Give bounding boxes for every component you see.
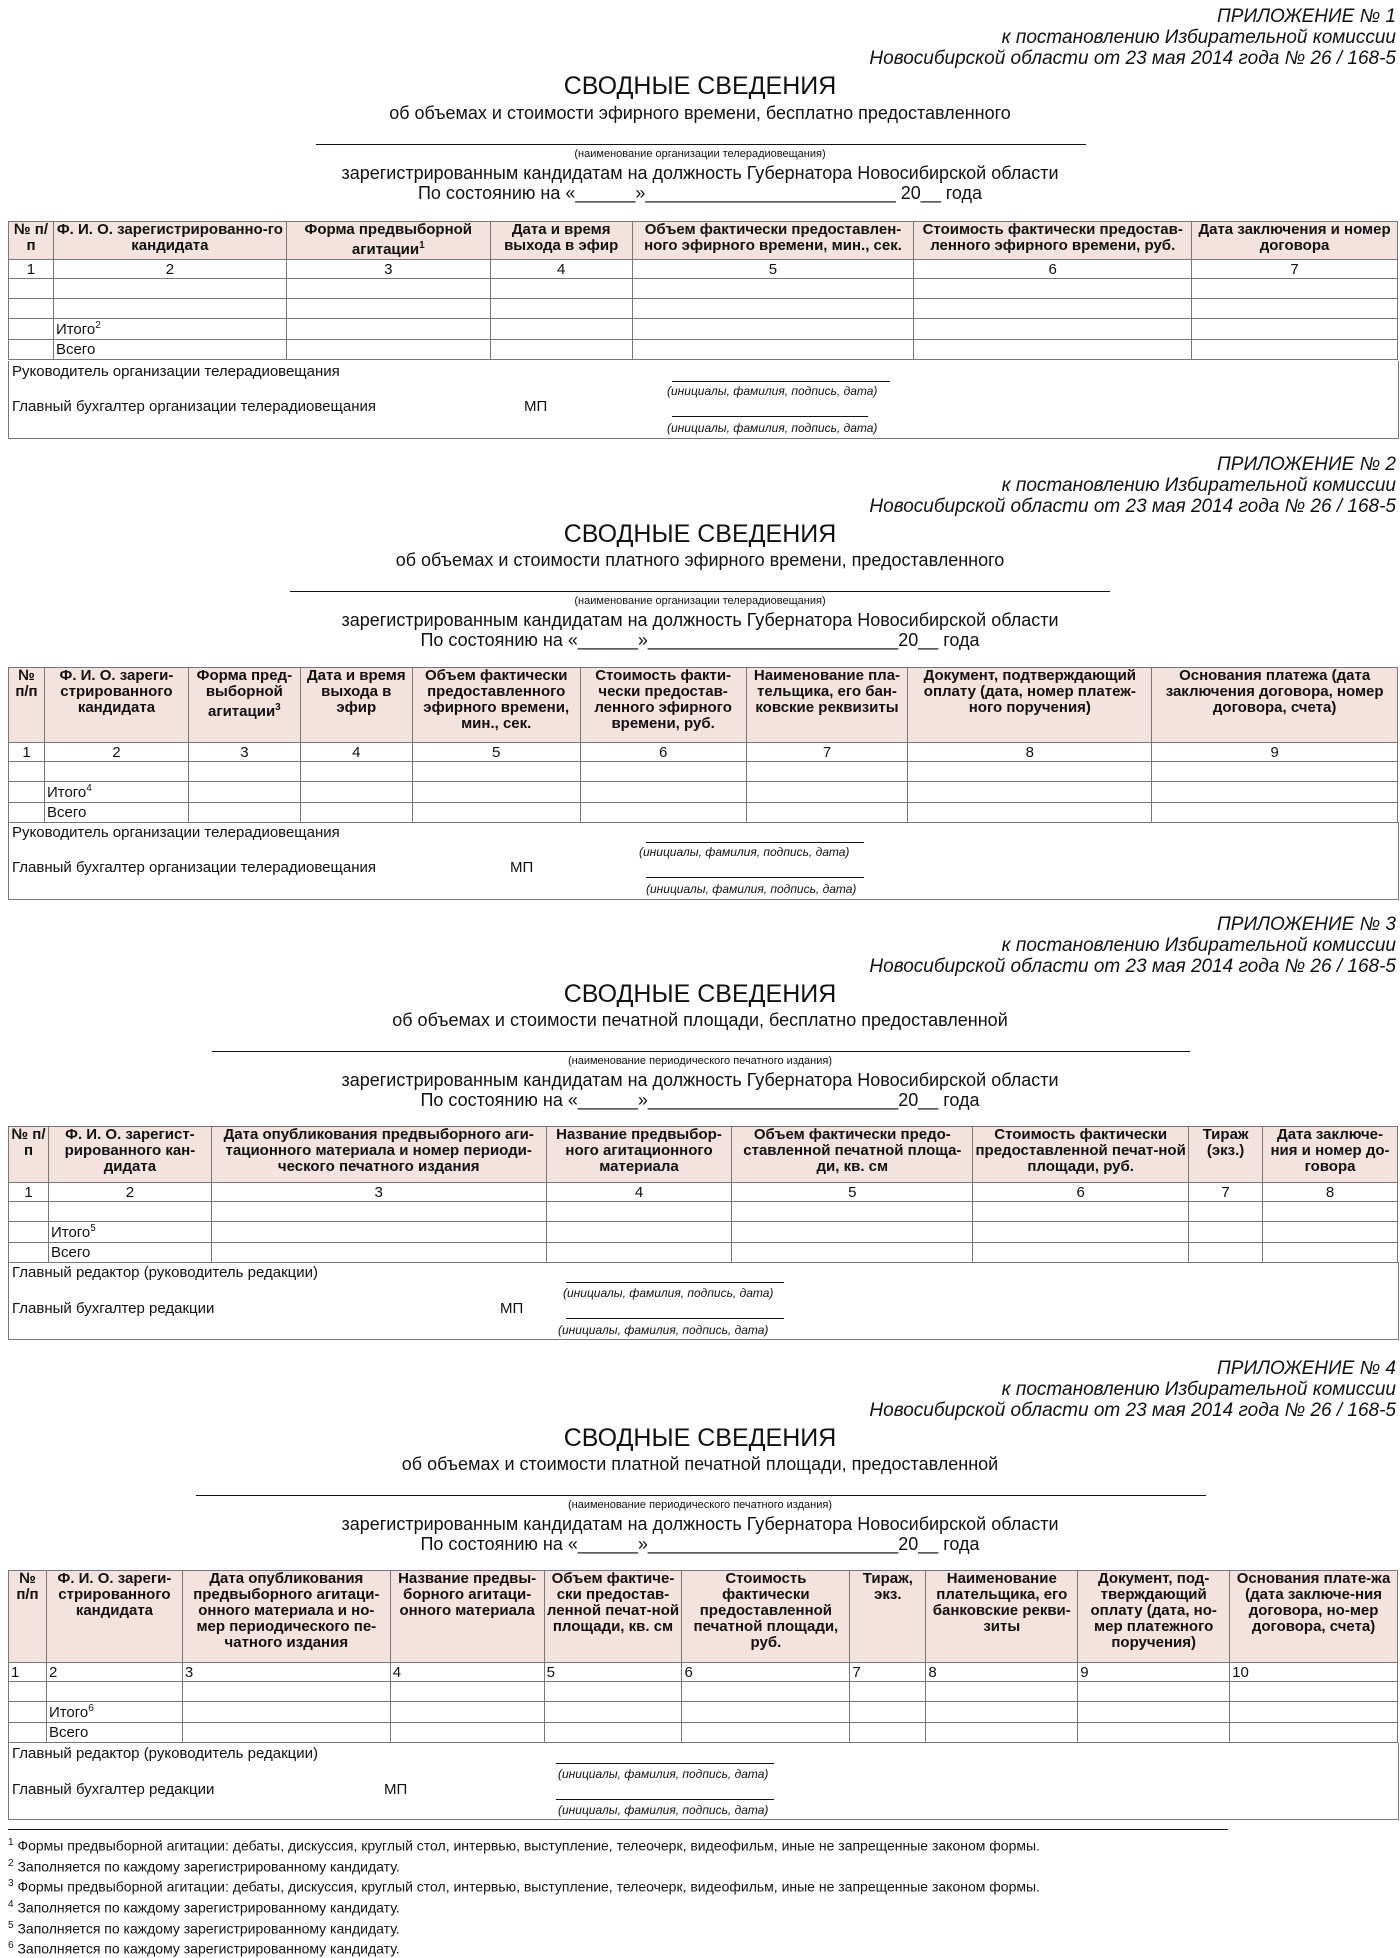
column-header: Ф. И. О. зарегист-рированного кан-дидата xyxy=(48,1127,211,1183)
candidates-line: зарегистрированным кандидатам на должность Губернатора Новосибирской области xyxy=(341,1514,1059,1534)
report-table xyxy=(8,1126,1398,1263)
appendix-ref: к постановлению Избирательной комиссии xyxy=(1001,475,1396,496)
column-header: Стоимость фактически предостав-ленного эфирного времени, руб. xyxy=(914,222,1192,260)
signature-caption: (инициалы, фамилия, подпись, дата) xyxy=(563,1286,774,1300)
org-name-line xyxy=(196,1495,1206,1496)
footnote-ref: 3 xyxy=(275,702,281,713)
vsego-row xyxy=(9,340,1398,360)
head-signatory-label: Руководитель организации телерадиовещания xyxy=(12,824,340,841)
appendix-header xyxy=(869,454,1396,517)
column-header: Тираж (экз.) xyxy=(1189,1127,1263,1183)
editor-signatory-label: Главный редактор (руководитель редакции) xyxy=(12,1264,319,1281)
org-name-line xyxy=(316,144,1086,145)
column-header: Стоимость факти-чески предостав-ленного эфирного времени, руб. xyxy=(580,668,746,743)
column-number: 3 xyxy=(286,260,490,279)
signature-line xyxy=(646,877,864,878)
table-row xyxy=(9,1682,1398,1702)
date-line: По состоянию на «______»_________________________20__ года xyxy=(420,1090,980,1110)
column-number: 3 xyxy=(188,743,300,762)
column-header: Стоимость фактически предоставленной печат-ной площади, руб. xyxy=(973,1127,1189,1183)
column-number: 7 xyxy=(746,743,908,762)
stamp-place-label: МП xyxy=(500,1300,524,1317)
appendix-1 xyxy=(0,0,1400,440)
footnote: $^3$ Формы предвыборной агитации: дебаты, дискуссия, круглый стол, интервью, выступление, телеочерк, видеофильм, иные не запрещенные законом формы. xyxy=(8,1878,1040,1895)
column-header: Наименование плательщика, его банковские рекви-зиты xyxy=(926,1571,1078,1663)
appendix-number: ПРИЛОЖЕНИЕ № 3 xyxy=(1217,914,1396,935)
vsego-row xyxy=(9,1723,1398,1743)
appendix-ref-date: Новосибирской области от 23 мая 2014 года № 26 / 168-5 xyxy=(869,48,1396,69)
appendix-ref: к постановлению Избирательной комиссии xyxy=(1001,27,1396,48)
appendix-header xyxy=(869,6,1396,69)
itogo-row xyxy=(9,319,1398,340)
column-number: 2 xyxy=(46,1663,182,1682)
footnote-ref: 6 xyxy=(88,1703,94,1714)
column-header: Название предвыбор-ного агитационного материала xyxy=(546,1127,732,1183)
column-header: Тираж, экз. xyxy=(850,1571,926,1663)
column-number: 7 xyxy=(850,1663,926,1682)
appendix-header xyxy=(869,1358,1396,1421)
column-number: 4 xyxy=(390,1663,544,1682)
candidates-line: зарегистрированным кандидатам на должность Губернатора Новосибирской области xyxy=(341,163,1059,183)
column-header: Основания платежа (дата заключения договора, номер договора, счета) xyxy=(1152,668,1398,743)
accountant-signatory-label: Главный бухгалтер организации телерадиовещания xyxy=(12,859,376,876)
column-header: Форма пред-выборной агитации$^3$ xyxy=(188,668,300,743)
table-row xyxy=(9,1202,1398,1222)
signature-line xyxy=(566,1282,784,1283)
appendix-number: ПРИЛОЖЕНИЕ № 4 xyxy=(1217,1358,1396,1379)
signature-caption: (инициалы, фамилия, подпись, дата) xyxy=(639,845,850,859)
column-header: Название предвы-борного агитаци-онного материала xyxy=(390,1571,544,1663)
appendix-ref: к постановлению Избирательной комиссии xyxy=(1001,1379,1396,1400)
column-number: 1 xyxy=(9,1183,49,1202)
footnote: $^4$ Заполняется по каждому зарегистрированному кандидату. xyxy=(8,1898,400,1916)
column-header: Ф. И. О. зареги-стрированного кандидата xyxy=(44,668,188,743)
column-header: Ф. И. О. зареги-стрированного кандидата xyxy=(46,1571,182,1663)
appendix-ref-date: Новосибирской области от 23 мая 2014 года № 26 / 168-5 xyxy=(869,496,1396,517)
footnote-ref: 2 xyxy=(95,320,101,331)
signature-caption: (инициалы, фамилия, подпись, дата) xyxy=(558,1803,769,1817)
appendix-4 xyxy=(0,1356,1400,1817)
table-header-row xyxy=(9,1571,1398,1663)
table-row xyxy=(9,762,1398,782)
column-number: 1 xyxy=(9,260,54,279)
column-header: Стоимость фактически предоставленной печатной площади, руб. xyxy=(682,1571,850,1663)
column-number: 5 xyxy=(632,260,914,279)
itogo-label: Итого xyxy=(50,1224,91,1241)
accountant-signatory-label: Главный бухгалтер редакции xyxy=(12,1781,215,1798)
footnote: $^6$ Заполняется по каждому зарегистрированному кандидату. xyxy=(8,1940,400,1957)
vsego-label: Всего xyxy=(44,803,188,823)
footnote-ref: 1 xyxy=(419,240,425,251)
column-header: № п/п xyxy=(9,222,54,260)
table-header-row xyxy=(9,222,1398,260)
head-signatory-label: Руководитель организации телерадиовещания xyxy=(12,363,340,380)
column-number-row xyxy=(9,1663,1398,1682)
table-header-row xyxy=(9,668,1398,743)
column-number-row xyxy=(9,260,1398,279)
column-header: Объем фактиче-ски предостав-ленной печат-ной площади, кв. см xyxy=(544,1571,682,1663)
vsego-row xyxy=(9,1243,1398,1263)
footnote: $^5$ Заполняется по каждому зарегистрированному кандидату. xyxy=(8,1919,400,1937)
column-header: № п/п xyxy=(9,1127,49,1183)
form-subtitle: об объемах и стоимости платного эфирного времени, предоставленного xyxy=(395,550,1005,570)
column-number: 2 xyxy=(53,260,286,279)
column-number: 5 xyxy=(412,743,580,762)
column-number: 8 xyxy=(1263,1183,1398,1202)
vsego-row xyxy=(9,803,1398,823)
column-header: № п/п xyxy=(9,1571,47,1663)
org-name-caption: (наименование организации телерадиовещания) xyxy=(574,148,826,160)
org-name-line xyxy=(290,591,1110,592)
appendix-2 xyxy=(0,452,1400,902)
column-number: 6 xyxy=(914,260,1192,279)
table-row xyxy=(9,299,1398,319)
column-number: 10 xyxy=(1230,1663,1398,1682)
vsego-label: Всего xyxy=(48,1243,211,1263)
footnote-ref: 5 xyxy=(90,1223,96,1234)
form-title: СВОДНЫЕ СВЕДЕНИЯ xyxy=(563,980,837,1008)
column-header: Дата заключе-ния и номер до-говора xyxy=(1263,1127,1398,1183)
itogo-row xyxy=(9,1702,1398,1723)
column-number: 2 xyxy=(44,743,188,762)
date-line: По состоянию на «______»_________________________ 20__ года xyxy=(417,183,983,203)
appendix-ref: к постановлению Избирательной комиссии xyxy=(1001,935,1396,956)
footnote: $^1$ Формы предвыборной агитации: дебаты, дискуссия, круглый стол, интервью, выступление, телеочерк, видеофильм, иные не запрещенные законом формы. xyxy=(8,1837,1040,1854)
report-table xyxy=(8,1570,1398,1743)
column-number: 6 xyxy=(682,1663,850,1682)
column-header: Дата заключения и номер договора xyxy=(1192,222,1398,260)
candidates-line: зарегистрированным кандидатам на должность Губернатора Новосибирской области xyxy=(341,610,1059,630)
column-number: 4 xyxy=(546,1183,732,1202)
appendix-number: ПРИЛОЖЕНИЕ № 2 xyxy=(1217,454,1396,475)
column-header: Основания плате-жа (дата заключе-ния договора, но-мер договора, счета) xyxy=(1230,1571,1398,1663)
column-header: Ф. И. О. зарегистрированно-го кандидата xyxy=(53,222,286,260)
signature-line xyxy=(672,381,890,382)
form-title: СВОДНЫЕ СВЕДЕНИЯ xyxy=(563,72,837,100)
signature-caption: (инициалы, фамилия, подпись, дата) xyxy=(558,1323,769,1337)
itogo-row xyxy=(9,782,1398,803)
accountant-signatory-label: Главный бухгалтер редакции xyxy=(12,1300,215,1317)
column-number: 1 xyxy=(9,743,45,762)
signature-caption: (инициалы, фамилия, подпись, дата) xyxy=(558,1767,769,1781)
column-number: 7 xyxy=(1189,1183,1263,1202)
stamp-place-label: МП xyxy=(384,1781,408,1798)
column-number: 8 xyxy=(926,1663,1078,1682)
column-number: 5 xyxy=(732,1183,973,1202)
column-number: 7 xyxy=(1192,260,1398,279)
stamp-place-label: МП xyxy=(524,398,548,415)
column-number: 4 xyxy=(300,743,412,762)
column-number: 6 xyxy=(580,743,746,762)
appendix-header xyxy=(869,914,1396,977)
appendix-ref-date: Новосибирской области от 23 мая 2014 года № 26 / 168-5 xyxy=(869,956,1396,977)
vsego-label: Всего xyxy=(46,1723,182,1743)
signature-line xyxy=(646,842,864,843)
column-number: 9 xyxy=(1078,1663,1230,1682)
signature-line xyxy=(556,1763,774,1764)
form-title: СВОДНЫЕ СВЕДЕНИЯ xyxy=(563,520,837,548)
appendix-3 xyxy=(0,912,1400,1352)
candidates-line: зарегистрированным кандидатам на должность Губернатора Новосибирской области xyxy=(341,1070,1059,1090)
footnote-ref: 4 xyxy=(86,783,92,794)
column-number: 8 xyxy=(908,743,1152,762)
column-header: № п/п xyxy=(9,668,45,743)
column-number: 3 xyxy=(182,1663,390,1682)
signature-caption: (инициалы, фамилия, подпись, дата) xyxy=(667,421,878,435)
signature-caption: (инициалы, фамилия, подпись, дата) xyxy=(667,384,878,398)
column-number: 5 xyxy=(544,1663,682,1682)
column-number-row xyxy=(9,743,1398,762)
table-header-row xyxy=(9,1127,1398,1183)
column-number: 2 xyxy=(48,1183,211,1202)
signature-line xyxy=(672,416,868,417)
signature-line xyxy=(556,1799,774,1800)
column-header: Объем фактически предо-ставленной печатной площа-ди, кв. см xyxy=(732,1127,973,1183)
column-header: Форма предвыборной агитации$^1$ xyxy=(286,222,490,260)
column-header: Документ, под-тверждающий оплату (дата, но-мер платежного поручения) xyxy=(1078,1571,1230,1663)
column-number-row xyxy=(9,1183,1398,1202)
footnotes xyxy=(8,1834,1388,1958)
date-line: По состоянию на «______»_________________________20__ года xyxy=(420,1534,980,1554)
form-subtitle: об объемах и стоимости печатной площади, бесплатно предоставленной xyxy=(392,1010,1008,1030)
column-header: Дата и время выхода в эфир xyxy=(300,668,412,743)
itogo-label: Итого xyxy=(48,1704,89,1721)
form-title: СВОДНЫЕ СВЕДЕНИЯ xyxy=(563,1424,837,1452)
stamp-place-label: МП xyxy=(510,859,534,876)
signature-line xyxy=(566,1318,784,1319)
org-name-caption: (наименование периодического печатного издания) xyxy=(567,1499,833,1511)
itogo-row xyxy=(9,1222,1398,1243)
table-row xyxy=(9,279,1398,299)
form-subtitle: об объемах и стоимости платной печатной площади, предоставленной xyxy=(401,1454,999,1474)
column-number: 4 xyxy=(490,260,632,279)
editor-signatory-label: Главный редактор (руководитель редакции) xyxy=(12,1745,319,1762)
footnotes-divider xyxy=(8,1829,1228,1830)
column-header: Объем фактически предоставлен-ного эфирного времени, мин., сек. xyxy=(632,222,914,260)
report-table xyxy=(8,221,1398,360)
org-name-caption: (наименование организации телерадиовещания) xyxy=(574,595,826,607)
report-table xyxy=(8,667,1398,823)
itogo-label: Итого xyxy=(55,321,96,338)
signature-caption: (инициалы, фамилия, подпись, дата) xyxy=(646,882,857,896)
column-number: 3 xyxy=(211,1183,546,1202)
vsego-label: Всего xyxy=(53,340,286,360)
column-header: Дата опубликования предвыборного аги-тационного материала и номер периоди-ческого печатного издания xyxy=(211,1127,546,1183)
date-line: По состоянию на «______»_________________________20__ года xyxy=(420,630,980,650)
form-subtitle: об объемах и стоимости эфирного времени, бесплатно предоставленного xyxy=(389,103,1011,123)
itogo-label: Итого xyxy=(46,784,87,801)
column-number: 6 xyxy=(973,1183,1189,1202)
appendix-ref-date: Новосибирской области от 23 мая 2014 года № 26 / 168-5 xyxy=(869,1400,1396,1421)
column-header: Наименование пла-тельщика, его бан-ковские реквизиты xyxy=(746,668,908,743)
column-number: 1 xyxy=(9,1663,47,1682)
footnote: $^2$ Заполняется по каждому зарегистрированному кандидату. xyxy=(8,1857,400,1875)
column-header: Документ, подтверждающий оплату (дата, номер платеж-ного поручения) xyxy=(908,668,1152,743)
column-header: Объем фактически предоставленного эфирного времени, мин., сек. xyxy=(412,668,580,743)
column-header: Дата и время выхода в эфир xyxy=(490,222,632,260)
column-header: Дата опубликования предвыборного агитаци-онного материала и но-мер периодического пе-чатного издания xyxy=(182,1571,390,1663)
accountant-signatory-label: Главный бухгалтер организации телерадиовещания xyxy=(12,398,376,415)
appendix-number: ПРИЛОЖЕНИЕ № 1 xyxy=(1217,6,1396,27)
column-number: 9 xyxy=(1152,743,1398,762)
org-name-caption: (наименование периодического печатного издания) xyxy=(567,1055,833,1067)
org-name-line xyxy=(212,1051,1190,1052)
